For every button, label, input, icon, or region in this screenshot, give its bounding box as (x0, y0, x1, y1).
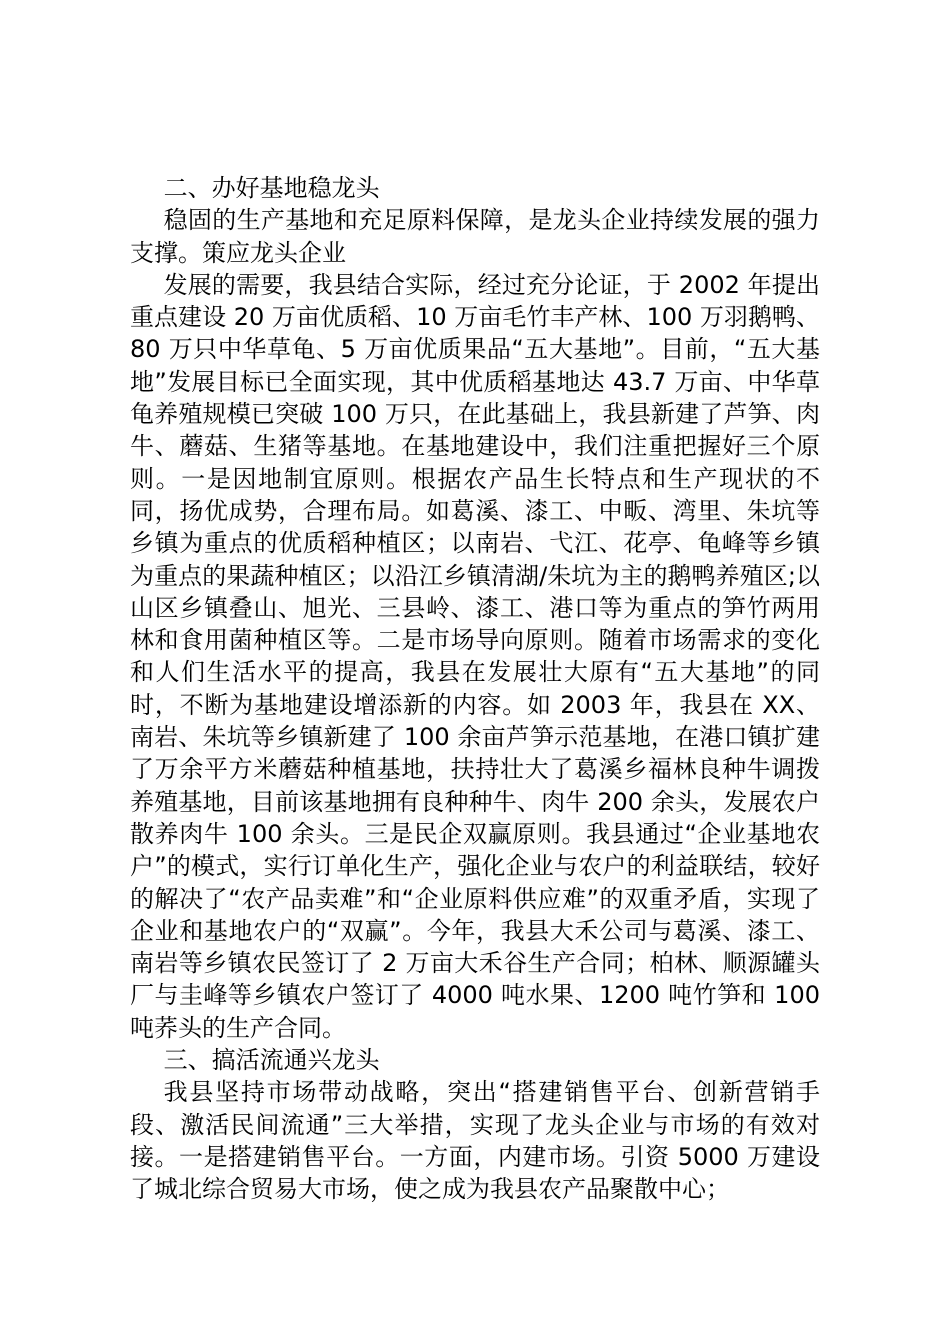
section-heading-2: 二、办好基地稳龙头 (163, 174, 380, 202)
document-body (130, 172, 820, 1206)
paragraph-market-circulation: 我县坚持市场带动战略，突出“搭建销售平台、创新营销手段、激活民间流通”三大举措，实现了龙头企业与市场的有效对接。一是搭建销售平台。一方面，内建市场。引资 5000 万建设了城北综合贸易大市场，使之成为我县农产品聚散中心； (130, 1078, 820, 1204)
paragraph-base-construction: 发展的需要，我县结合实际，经过充分论证，于 2002 年提出重点建设 20 万亩优质稻、10 万亩毛竹丰产林、100 万羽鹅鸭、80 万只中华草龟、5 万亩优质果品“五大基地”。目前，“五大基地”发展目标已全面实现，其中优质稻基地达 43.7 万亩、中华草龟养殖规模已突破 100 万只，在此基础上，我县新建了芦笋、肉牛、蘑菇、生猪等基地。在基地建设中，我们注重把握好三个原则。一是因地制宜原则。根据农产品生长特点和生产现状的不同，扬优成势，合理布局。如葛溪、漆工、中畈、湾里、朱坑等乡镇为重点的优质稻种植区；以南岩、弋江、花亭、龟峰等乡镇为重点的果蔬种植区；以沿江乡镇清湖/朱坑为主的鹅鸭养殖区;以山区乡镇叠山、旭光、三县岭、漆工、港口等为重点的笋竹两用林和食用菌种植区等。二是市场导向原则。随着市场需求的变化和人们生活水平的提高，我县在发展壮大原有“五大基地”的同时，不断为基地建设增添新的内容。如 2003 年，我县在 XX、南岩、朱坑等乡镇新建了 100 余亩芦笋示范基地，在港口镇扩建了万余平方米蘑菇种植基地，扶持壮大了葛溪乡福林良种牛调拨养殖基地，目前该基地拥有良种种牛、肉牛 200 余头，发展农户散养肉牛 100 余头。三是民企双赢原则。我县通过“企业基地农户”的模式，实行订单化生产，强化企业与农户的利益联结，较好的解决了“农产品卖难”和“企业原料供应难”的双重矛盾，实现了企业和基地农户的“双赢”。今年，我县大禾公司与葛溪、漆工、南岩等乡镇农民签订了 2 万亩大禾谷生产合同；柏林、顺源罐头厂与圭峰等乡镇农户签订了 4000 吨水果、1200 吨竹笋和 100 吨荞头的生产合同。 (130, 270, 820, 1042)
section-heading-3: 三、搞活流通兴龙头 (163, 1046, 380, 1075)
paragraph-intro: 稳固的生产基地和充足原料保障，是龙头企业持续发展的强力支撑。策应龙头企业 (130, 206, 820, 267)
